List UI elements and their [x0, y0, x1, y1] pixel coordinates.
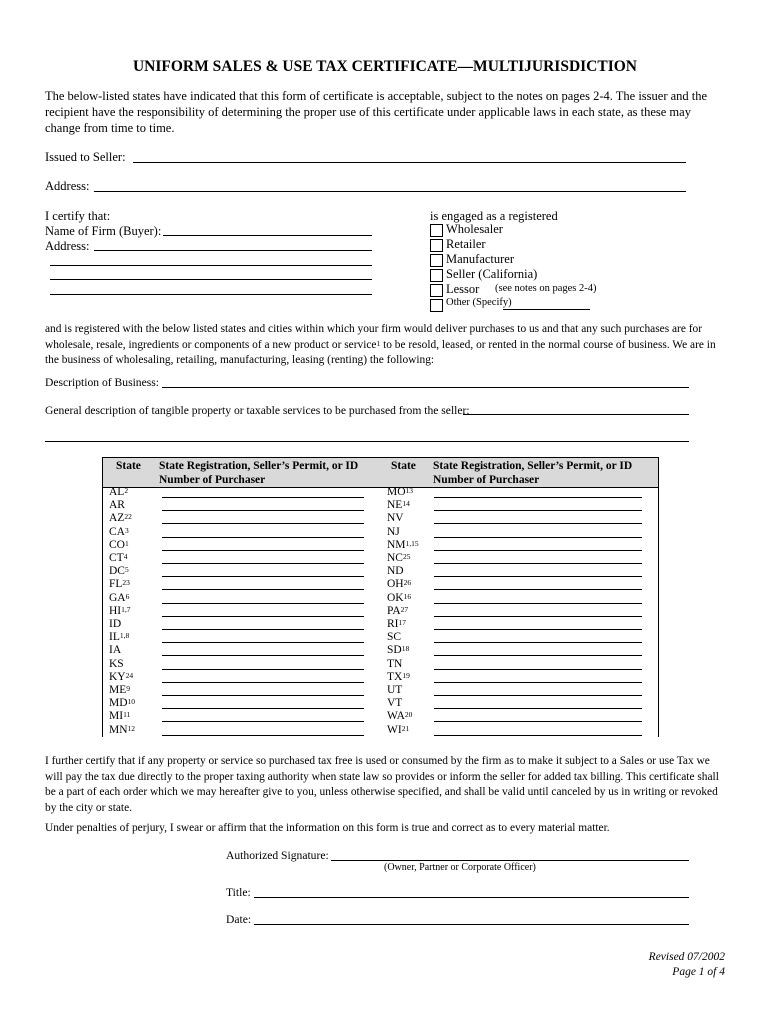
state-abbrev: WA	[387, 710, 405, 723]
registration-number-field[interactable]	[434, 550, 642, 551]
state-code	[109, 724, 135, 737]
state-footnote: 1,8	[119, 631, 130, 641]
buyer-address-field-1[interactable]	[94, 250, 372, 251]
state-abbrev: PA	[387, 604, 401, 617]
state-footnote: 20	[404, 710, 413, 720]
state-footnote: 23	[122, 578, 130, 588]
state-code	[387, 526, 400, 539]
state-code	[387, 618, 406, 631]
registration-number-field[interactable]	[434, 708, 642, 709]
state-abbrev: NV	[387, 512, 404, 525]
state-code	[387, 684, 402, 697]
state-code	[387, 658, 402, 671]
registration-number-field[interactable]	[162, 669, 364, 670]
right-state-header: State	[391, 460, 416, 472]
state-abbrev: OK	[387, 591, 404, 604]
registration-number-field[interactable]	[162, 655, 364, 656]
business-type-checkbox[interactable]	[430, 254, 443, 267]
state-abbrev: TX	[387, 670, 403, 683]
registration-number-field[interactable]	[162, 629, 364, 630]
state-code	[387, 565, 404, 578]
registration-number-field[interactable]	[162, 497, 364, 498]
registration-number-field[interactable]	[162, 616, 364, 617]
state-footnote: 13	[405, 486, 414, 495]
state-abbrev: CT	[109, 552, 124, 564]
registration-number-field[interactable]	[162, 682, 364, 683]
issued-to-seller-field[interactable]	[133, 162, 686, 163]
registration-number-field[interactable]	[434, 695, 642, 696]
table-left-border	[102, 457, 103, 737]
state-abbrev: UT	[387, 684, 403, 696]
state-abbrev: ME	[109, 684, 127, 696]
state-footnote: 24	[125, 670, 134, 680]
state-abbrev: CO	[109, 538, 125, 551]
business-type-note: (see notes on pages 2-4)	[495, 283, 597, 294]
perjury-statement: Under penalties of perjury, I swear or affirm that the information on this form is true and correct as to every material matter.	[45, 822, 610, 834]
description-label: Description of Business:	[45, 376, 159, 389]
state-abbrev: ID	[109, 618, 122, 630]
state-footnote: 22	[124, 512, 132, 522]
state-abbrev: RI	[387, 618, 399, 630]
engaged-as-label: is engaged as a registered	[430, 209, 558, 223]
state-footnote: 1,7	[121, 604, 131, 614]
date-label: Date:	[226, 913, 252, 926]
state-code	[387, 486, 413, 499]
seller-address-field[interactable]	[94, 191, 686, 192]
state-abbrev: VT	[387, 697, 403, 710]
state-footnote: 9	[126, 684, 130, 693]
state-code	[109, 644, 121, 657]
table-right-border	[658, 457, 659, 737]
state-code	[109, 499, 125, 512]
state-footnote: 19	[402, 670, 410, 680]
state-abbrev: FL	[109, 578, 123, 591]
state-code	[109, 552, 127, 565]
date-field[interactable]	[254, 924, 689, 925]
business-type-checkbox[interactable]	[430, 284, 443, 297]
registration-number-field[interactable]	[434, 589, 642, 590]
registration-number-field[interactable]	[162, 642, 364, 643]
registration-number-field[interactable]	[434, 537, 642, 538]
state-footnote: 4	[123, 552, 128, 561]
state-footnote: 6	[125, 591, 130, 601]
state-abbrev: CA	[109, 525, 125, 538]
state-footnote: 3	[124, 525, 129, 535]
business-type-label: Wholesaler	[446, 222, 503, 236]
general-description-field[interactable]	[463, 414, 689, 415]
business-type-label: Lessor	[446, 282, 480, 296]
business-type-label: Manufacturer	[446, 252, 515, 266]
registration-number-field[interactable]	[434, 629, 642, 630]
business-type-label: Seller (California)	[446, 267, 538, 281]
registration-number-field[interactable]	[434, 682, 642, 683]
i-certify-label: I certify that:	[45, 209, 111, 223]
state-abbrev: NM	[387, 538, 406, 551]
state-code	[109, 697, 135, 710]
registration-number-field[interactable]	[434, 642, 642, 643]
state-abbrev: NE	[387, 499, 403, 512]
registered-paragraph-text-1: and is registered with the below listed states and cities within which your firm would deliver purchases to us and that any such purchases are for wholesale, resale, ingredients or components of a new product or service	[45, 323, 703, 351]
right-registration-header: State Registration, Seller’s Permit, or ID Number of Purchaser	[433, 460, 633, 486]
left-state-header: State	[116, 460, 141, 472]
registered-paragraph	[45, 322, 725, 369]
left-registration-header: State Registration, Seller’s Permit, or ID Number of Purchaser	[159, 460, 359, 486]
state-code	[387, 512, 404, 525]
state-code	[387, 539, 419, 552]
registration-number-field[interactable]	[434, 497, 642, 498]
registration-number-field[interactable]	[434, 669, 642, 670]
signature-label: Authorized Signature:	[226, 849, 329, 862]
page-number: Page 1 of 4	[672, 966, 725, 978]
business-type-label: Retailer	[446, 237, 486, 251]
state-code	[109, 565, 129, 578]
state-code	[109, 539, 129, 552]
state-code	[387, 671, 410, 684]
state-code	[387, 552, 410, 565]
registration-number-field[interactable]	[162, 510, 364, 511]
further-certify-paragraph: I further certify that if any property or service so purchased tax free is used or consumed by the firm as to make it subject to a Sales or use Tax we will pay the tax due directly to the proper taxing authority when state law so provides or inform the seller for added tax billing. This certificate shall be a part of each order which we may hereafter give to you, unless otherwise specified, and shall be valid until canceled by us in writing or revoked by the city or state.	[45, 755, 719, 814]
state-abbrev: KS	[109, 657, 124, 670]
buyer-address-label: Address:	[45, 239, 90, 253]
registration-number-field[interactable]	[162, 523, 364, 524]
state-code	[109, 710, 130, 723]
state-footnote: 16	[403, 591, 412, 601]
general-description-label: General description of tangible property or taxable services to be purchased from the seller:	[45, 404, 470, 417]
firm-name-label: Name of Firm (Buyer):	[45, 224, 162, 238]
state-abbrev: HI	[109, 604, 122, 617]
state-abbrev: NC	[387, 552, 403, 564]
registered-paragraph-text-2: to be resold, leased, or rented in the normal course of business. We are in the business of wholesaling, retailing, manufacturing, leasing (renting) the following:	[45, 338, 716, 366]
state-abbrev: TN	[387, 657, 403, 670]
state-code	[109, 684, 130, 697]
form-title: UNIFORM SALES & USE TAX CERTIFICATE—MULTIJURISDICTION	[132, 58, 637, 75]
state-footnote: 12	[127, 723, 136, 733]
registration-number-field[interactable]	[162, 603, 364, 604]
business-type-label: Other (Specify)	[446, 297, 512, 308]
state-code	[109, 631, 129, 644]
registered-paragraph-footnote: 1	[376, 338, 381, 348]
other-specify-field[interactable]	[503, 309, 590, 310]
state-footnote: 14	[402, 499, 410, 509]
registration-number-field[interactable]	[162, 537, 364, 538]
state-footnote: 2	[124, 486, 129, 495]
state-code	[387, 710, 412, 723]
state-code	[109, 618, 121, 631]
table-header	[102, 457, 658, 488]
registration-number-field[interactable]	[434, 510, 642, 511]
registration-number-field[interactable]	[434, 603, 642, 604]
state-footnote: 17	[398, 618, 406, 627]
firm-name-field[interactable]	[163, 235, 372, 236]
state-abbrev: IL	[109, 631, 120, 644]
registration-number-field[interactable]	[434, 616, 642, 617]
state-abbrev: MN	[109, 723, 128, 736]
registration-number-field[interactable]	[434, 655, 642, 656]
state-registration-table	[102, 457, 658, 737]
state-code	[387, 631, 401, 644]
state-code	[109, 605, 131, 618]
state-footnote: 1	[124, 538, 129, 548]
state-abbrev: DC	[109, 565, 125, 578]
state-code	[109, 592, 129, 605]
state-abbrev: MD	[109, 697, 128, 710]
state-code	[109, 671, 133, 684]
general-description-field-2[interactable]	[45, 441, 689, 442]
registration-number-field[interactable]	[434, 576, 642, 577]
registration-number-field[interactable]	[434, 735, 642, 736]
state-abbrev: KY	[109, 670, 126, 683]
state-footnote: 21	[401, 723, 410, 733]
issued-to-seller-label: Issued to Seller:	[45, 150, 126, 164]
state-footnote: 11	[123, 710, 131, 720]
state-abbrev: AR	[109, 499, 125, 512]
registration-number-field[interactable]	[434, 563, 642, 564]
state-code	[387, 697, 402, 710]
registration-number-field[interactable]	[162, 721, 364, 722]
state-abbrev: ND	[387, 565, 404, 578]
business-type-checkbox[interactable]	[430, 269, 443, 282]
business-type-checkbox[interactable]	[430, 239, 443, 252]
state-abbrev: SC	[387, 631, 402, 644]
state-code	[109, 526, 129, 539]
state-footnote: 25	[402, 552, 411, 561]
state-abbrev: AL	[109, 486, 125, 498]
seller-address-label: Address:	[45, 179, 90, 193]
registration-number-field[interactable]	[162, 708, 364, 709]
state-abbrev: GA	[109, 591, 126, 604]
state-abbrev: SD	[387, 644, 402, 657]
description-field[interactable]	[162, 387, 689, 388]
state-code	[109, 512, 132, 525]
state-code	[109, 578, 130, 591]
state-footnote: 10	[127, 697, 136, 707]
state-footnote: 5	[124, 565, 129, 575]
state-code	[387, 499, 410, 512]
state-code	[387, 605, 408, 618]
registration-number-field[interactable]	[162, 735, 364, 736]
buyer-address-field-3[interactable]	[50, 279, 372, 280]
business-type-checkbox[interactable]	[430, 299, 443, 312]
business-type-checkbox[interactable]	[430, 224, 443, 237]
intro-paragraph: The below-listed states have indicated that this form of certificate is acceptable, subject to the notes on pages 2-4. The issuer and the recipient have the responsibility of determining the proper use of this certificate under applicable laws in each state, as these may change from time to time.	[45, 89, 708, 135]
state-abbrev: OH	[387, 578, 404, 591]
title-field[interactable]	[254, 897, 689, 898]
state-abbrev: IA	[109, 644, 122, 657]
registration-number-field[interactable]	[162, 550, 364, 551]
revised-date: Revised 07/2002	[648, 951, 725, 963]
title-label: Title:	[226, 886, 251, 899]
state-code	[387, 724, 409, 737]
state-code	[387, 578, 411, 591]
registration-number-field[interactable]	[434, 523, 642, 524]
state-footnote: 18	[401, 644, 410, 654]
state-footnote: 26	[403, 578, 412, 588]
state-code	[387, 644, 409, 657]
state-code	[109, 658, 124, 671]
registration-number-field[interactable]	[162, 563, 364, 564]
registration-number-field[interactable]	[162, 695, 364, 696]
registration-number-field[interactable]	[434, 721, 642, 722]
state-footnote: 27	[400, 604, 409, 614]
state-abbrev: NJ	[387, 525, 400, 538]
registration-number-field[interactable]	[162, 589, 364, 590]
state-abbrev: MI	[109, 710, 124, 723]
buyer-address-field-4[interactable]	[50, 294, 372, 295]
state-code	[109, 486, 128, 499]
buyer-address-field-2[interactable]	[50, 265, 372, 266]
state-abbrev: MO	[387, 486, 406, 498]
signature-field[interactable]	[331, 860, 689, 861]
state-abbrev: AZ	[109, 512, 125, 525]
state-abbrev: WI	[387, 723, 402, 736]
registration-number-field[interactable]	[162, 576, 364, 577]
state-code	[387, 592, 411, 605]
signature-note: (Owner, Partner or Corporate Officer)	[384, 862, 536, 873]
state-footnote: 1,15	[405, 538, 419, 548]
